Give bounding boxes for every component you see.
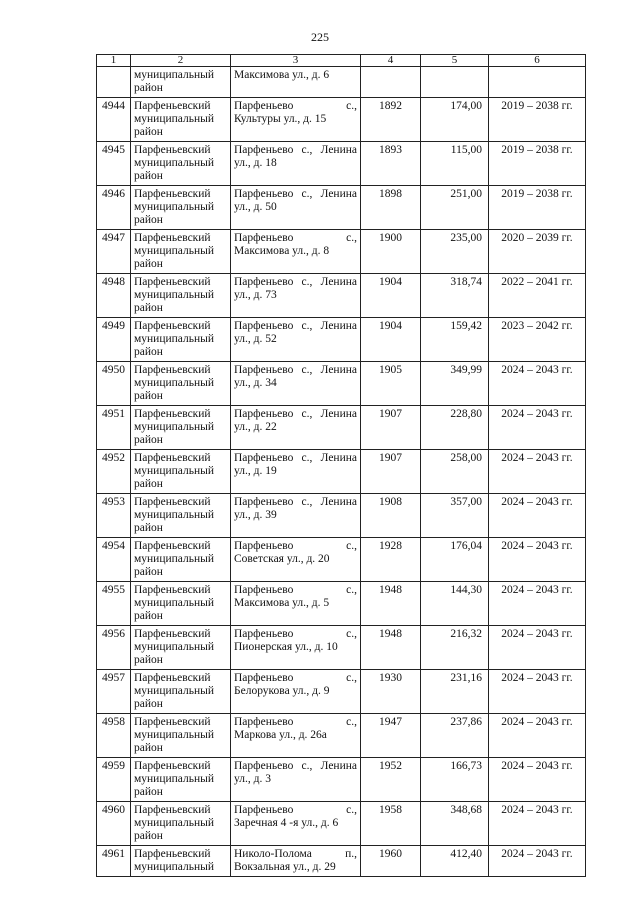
address-line-1: Парфеньево с., Ленина <box>234 760 357 772</box>
cell-year: 1907 <box>361 406 421 450</box>
cell-address <box>231 362 361 406</box>
cell-year: 1952 <box>361 758 421 802</box>
cell-number: 4956 <box>97 626 131 670</box>
cell-year: 1905 <box>361 362 421 406</box>
cell-period: 2019 – 2038 гг. <box>489 186 586 230</box>
cell-address: Максимова ул., д. 6 <box>231 67 361 98</box>
cell-period: 2024 – 2043 гг. <box>489 758 586 802</box>
cell-district: Парфеньевский муниципальный район <box>131 758 231 802</box>
table-row <box>97 406 586 450</box>
cell-address <box>231 670 361 714</box>
cell-year: 1898 <box>361 186 421 230</box>
address-line-2: ул., д. 34 <box>234 377 277 389</box>
table-body <box>97 67 586 877</box>
address-line-2: Максимова ул., д. 5 <box>234 597 330 609</box>
cell-period: 2024 – 2043 гг. <box>489 802 586 846</box>
column-header-5: 5 <box>421 55 489 67</box>
table-row <box>97 538 586 582</box>
address-line-2: ул., д. 22 <box>234 421 277 433</box>
cell-address <box>231 318 361 362</box>
cell-number: 4958 <box>97 714 131 758</box>
table-row <box>97 582 586 626</box>
cell-address <box>231 98 361 142</box>
address-line-1: Николо-Полома п., <box>234 848 357 860</box>
cell-year: 1947 <box>361 714 421 758</box>
column-header-6: 6 <box>489 55 586 67</box>
cell-year: 1904 <box>361 274 421 318</box>
cell-number: 4954 <box>97 538 131 582</box>
table-row <box>97 714 586 758</box>
table-row <box>97 142 586 186</box>
cell-period: 2024 – 2043 гг. <box>489 494 586 538</box>
cell-area: 357,00 <box>421 494 489 538</box>
address-line-2: ул., д. 39 <box>234 509 277 521</box>
cell-period: 2024 – 2043 гг. <box>489 846 586 877</box>
address-line-1: Парфеньево с., <box>234 540 357 552</box>
cell-number: 4948 <box>97 274 131 318</box>
cell-year: 1960 <box>361 846 421 877</box>
cell-number: 4950 <box>97 362 131 406</box>
cell-number: 4947 <box>97 230 131 274</box>
address-line-2: ул., д. 19 <box>234 465 277 477</box>
cell-period: 2022 – 2041 гг. <box>489 274 586 318</box>
cell-number: 4955 <box>97 582 131 626</box>
cell-period: 2024 – 2043 гг. <box>489 538 586 582</box>
cell-area: 412,40 <box>421 846 489 877</box>
cell-year: 1907 <box>361 450 421 494</box>
cell-period: 2023 – 2042 гг. <box>489 318 586 362</box>
address-line-1: Парфеньево с., <box>234 672 357 684</box>
cell-period: 2020 – 2039 гг. <box>489 230 586 274</box>
address-line-1: Парфеньево с., <box>234 232 357 244</box>
cell-area: 216,32 <box>421 626 489 670</box>
address-line-2: Белорукова ул., д. 9 <box>234 685 330 697</box>
table-row <box>97 802 586 846</box>
address-line-1: Парфеньево с., Ленина <box>234 144 357 156</box>
address-line-1: Парфеньево с., Ленина <box>234 496 357 508</box>
table-row <box>97 230 586 274</box>
cell-address <box>231 142 361 186</box>
cell-area: 166,73 <box>421 758 489 802</box>
cell-year: 1893 <box>361 142 421 186</box>
cell-district: Парфеньевский муниципальный район <box>131 230 231 274</box>
address-line-2: Культуры ул., д. 15 <box>234 113 327 125</box>
cell-area: 237,86 <box>421 714 489 758</box>
cell-period: 2024 – 2043 гг. <box>489 362 586 406</box>
address-line-1: Парфеньево с., <box>234 584 357 596</box>
table-row <box>97 186 586 230</box>
cell-district: Парфеньевский муниципальный район <box>131 494 231 538</box>
table-row <box>97 670 586 714</box>
cell-district: Парфеньевский муниципальный район <box>131 186 231 230</box>
cell-period: 2019 – 2038 гг. <box>489 98 586 142</box>
cell-period: 2024 – 2043 гг. <box>489 582 586 626</box>
cell-period: 2024 – 2043 гг. <box>489 714 586 758</box>
cell-address <box>231 626 361 670</box>
cell-district: Парфеньевский муниципальный район <box>131 98 231 142</box>
cell-district: Парфеньевский муниципальный район <box>131 802 231 846</box>
address-line-2: Советская ул., д. 20 <box>234 553 330 565</box>
cell-address <box>231 846 361 877</box>
cell-address <box>231 450 361 494</box>
table-row <box>97 274 586 318</box>
address-line-2: ул., д. 73 <box>234 289 277 301</box>
cell-area: 159,42 <box>421 318 489 362</box>
cell-number: 4951 <box>97 406 131 450</box>
cell-district: Парфеньевский муниципальный район <box>131 142 231 186</box>
cell-area: 318,74 <box>421 274 489 318</box>
column-header-2: 2 <box>131 55 231 67</box>
registry-table <box>96 54 586 877</box>
cell-number: 4957 <box>97 670 131 714</box>
cell-number: 4944 <box>97 98 131 142</box>
cell-area: 231,16 <box>421 670 489 714</box>
cell-district: Парфеньевский муниципальный район <box>131 538 231 582</box>
cell-year: 1908 <box>361 494 421 538</box>
table-row <box>97 758 586 802</box>
cell-period <box>489 67 586 98</box>
cell-number: 4961 <box>97 846 131 877</box>
address-line-1: Парфеньево с., <box>234 100 357 112</box>
cell-district: Парфеньевский муниципальный район <box>131 362 231 406</box>
cell-year: 1958 <box>361 802 421 846</box>
cell-area: 235,00 <box>421 230 489 274</box>
address-line-1: Парфеньево с., Ленина <box>234 452 357 464</box>
column-header-3: 3 <box>231 55 361 67</box>
cell-year <box>361 67 421 98</box>
page-number: 225 <box>311 30 329 44</box>
column-header-4: 4 <box>361 55 421 67</box>
address-line-1: Парфеньево с., Ленина <box>234 408 357 420</box>
cell-number <box>97 67 131 98</box>
address-line-1: Парфеньево с., <box>234 628 357 640</box>
address-line-1: Парфеньево с., <box>234 804 357 816</box>
cell-address <box>231 186 361 230</box>
table-row <box>97 626 586 670</box>
cell-number: 4953 <box>97 494 131 538</box>
cell-number: 4946 <box>97 186 131 230</box>
cell-period: 2024 – 2043 гг. <box>489 406 586 450</box>
cell-area: 251,00 <box>421 186 489 230</box>
address-line-1: Парфеньево с., Ленина <box>234 364 357 376</box>
cell-district: Парфеньевский муниципальный район <box>131 406 231 450</box>
address-line-2: ул., д. 3 <box>234 773 271 785</box>
table-row <box>97 362 586 406</box>
cell-period: 2024 – 2043 гг. <box>489 670 586 714</box>
address-line-2: Максимова ул., д. 8 <box>234 245 330 257</box>
cell-address <box>231 406 361 450</box>
cell-number: 4960 <box>97 802 131 846</box>
address-line-1: Парфеньево с., <box>234 716 357 728</box>
cell-number: 4952 <box>97 450 131 494</box>
cell-area: 258,00 <box>421 450 489 494</box>
table-row <box>97 67 586 98</box>
cell-district: Парфеньевский муниципальный район <box>131 714 231 758</box>
cell-area <box>421 67 489 98</box>
cell-year: 1948 <box>361 582 421 626</box>
cell-area: 174,00 <box>421 98 489 142</box>
cell-area: 115,00 <box>421 142 489 186</box>
cell-district: Парфеньевский муниципальный район <box>131 582 231 626</box>
cell-district: муниципальный район <box>131 67 231 98</box>
address-line-2: Вокзальная ул., д. 29 <box>234 861 336 873</box>
cell-address <box>231 714 361 758</box>
cell-number: 4949 <box>97 318 131 362</box>
cell-year: 1892 <box>361 98 421 142</box>
cell-address <box>231 274 361 318</box>
cell-year: 1948 <box>361 626 421 670</box>
cell-district: Парфеньевский муниципальный район <box>131 626 231 670</box>
cell-district: Парфеньевский муниципальный район <box>131 450 231 494</box>
cell-address <box>231 582 361 626</box>
cell-year: 1928 <box>361 538 421 582</box>
cell-district: Парфеньевский муниципальный район <box>131 670 231 714</box>
address-line-2: ул., д. 18 <box>234 157 277 169</box>
cell-address <box>231 494 361 538</box>
cell-area: 176,04 <box>421 538 489 582</box>
cell-address <box>231 758 361 802</box>
address-line-2: Пионерская ул., д. 10 <box>234 641 338 653</box>
cell-area: 349,99 <box>421 362 489 406</box>
cell-year: 1904 <box>361 318 421 362</box>
table-row <box>97 846 586 877</box>
cell-district: Парфеньевский муниципальный район <box>131 318 231 362</box>
cell-area: 228,80 <box>421 406 489 450</box>
cell-district: Парфеньевский муниципальный район <box>131 274 231 318</box>
address-line-1: Парфеньево с., Ленина <box>234 320 357 332</box>
cell-year: 1900 <box>361 230 421 274</box>
cell-address <box>231 802 361 846</box>
cell-period: 2019 – 2038 гг. <box>489 142 586 186</box>
cell-address <box>231 538 361 582</box>
table-row <box>97 318 586 362</box>
address-line-2: ул., д. 52 <box>234 333 277 345</box>
cell-number: 4945 <box>97 142 131 186</box>
cell-period: 2024 – 2043 гг. <box>489 450 586 494</box>
cell-area: 144,30 <box>421 582 489 626</box>
address-line-1: Парфеньево с., Ленина <box>234 188 357 200</box>
cell-year: 1930 <box>361 670 421 714</box>
table-row <box>97 494 586 538</box>
cell-area: 348,68 <box>421 802 489 846</box>
cell-district: Парфеньевский муниципальный <box>131 846 231 877</box>
table-row <box>97 450 586 494</box>
address-line-2: ул., д. 50 <box>234 201 277 213</box>
table-row <box>97 98 586 142</box>
table-header <box>97 55 586 67</box>
address-line-2: Маркова ул., д. 26а <box>234 729 327 741</box>
cell-period: 2024 – 2043 гг. <box>489 626 586 670</box>
cell-address <box>231 230 361 274</box>
address-line-1: Парфеньево с., Ленина <box>234 276 357 288</box>
address-line-2: Заречная 4 -я ул., д. 6 <box>234 817 339 829</box>
column-header-1: 1 <box>97 55 131 67</box>
cell-number: 4959 <box>97 758 131 802</box>
